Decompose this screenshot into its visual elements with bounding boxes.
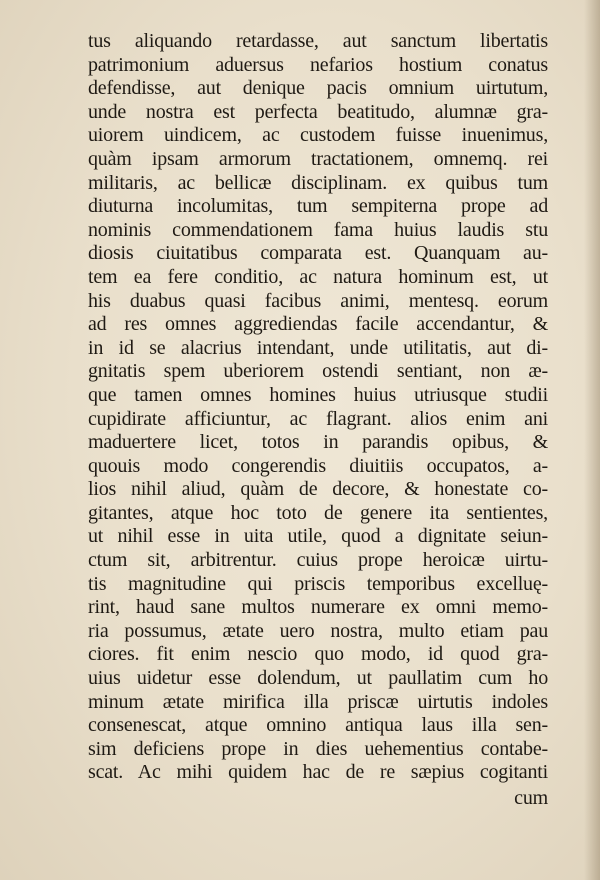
text-line: gnitatis spem uberiorem ostendi sentiant, non æ- bbox=[88, 360, 548, 383]
text-line: ciores. fit enim nescio quo modo, id quod gra- bbox=[88, 643, 548, 666]
text-line: unde nostra est perfecta beatitudo, alumnæ gra- bbox=[88, 100, 548, 123]
text-line: que tamen omnes homines huius utriusque studii bbox=[88, 383, 548, 406]
text-line: sim deficiens prope in dies uehementius contabe- bbox=[88, 737, 548, 760]
text-line: lios nihil aliud, quàm de decore, & honestate co- bbox=[88, 478, 548, 501]
text-line: diuturna incolumitas, tum sempiterna prope ad bbox=[88, 195, 548, 218]
text-line: uius uidetur esse dolendum, ut paullatim cum ho bbox=[88, 667, 548, 690]
text-line: gitantes, atque hoc toto de genere ita sentientes, bbox=[88, 501, 548, 524]
text-line: uiorem uindicem, ac custodem fuisse inuenimus, bbox=[88, 124, 548, 147]
text-line: his duabus quasi facibus animi, mentesq. eorum bbox=[88, 289, 548, 312]
text-line: ad res omnes aggrediendas facile accendantur, & bbox=[88, 313, 548, 336]
text-line: tem ea fere conditio, ac natura hominum est, ut bbox=[88, 265, 548, 288]
text-line: quouis modo congerendis diuitiis occupatos, a- bbox=[88, 454, 548, 477]
text-line: minum ætate mirifica illa priscæ uirtutis indoles bbox=[88, 690, 548, 713]
text-line: consenescat, atque omnino antiqua laus illa sen- bbox=[88, 714, 548, 737]
text-line: nominis commendationem fama huius laudis stu bbox=[88, 218, 548, 241]
page-gutter-shadow bbox=[584, 0, 600, 880]
body-text bbox=[88, 30, 548, 811]
text-line: tis magnitudine qui priscis temporibus excelluę- bbox=[88, 572, 548, 595]
text-line: ut nihil esse in uita utile, quod a dignitate seiun- bbox=[88, 525, 548, 548]
text-line: ctum sit, arbitrentur. cuius prope heroicæ uirtu- bbox=[88, 549, 548, 572]
text-line: cupidirate afficiuntur, ac flagrant. alios enim ani bbox=[88, 407, 548, 430]
text-line: ria possumus, ætate uero nostra, multo etiam pau bbox=[88, 619, 548, 642]
text-line: patrimonium aduersus nefarios hostium conatus bbox=[88, 53, 548, 76]
text-line: maduertere licet, totos in parandis opibus, & bbox=[88, 431, 548, 454]
text-line: rint, haud sane multos numerare ex omni memo- bbox=[88, 596, 548, 619]
catchword: cum bbox=[514, 787, 548, 809]
text-line: diosis ciuitatibus comparata est. Quanquam au- bbox=[88, 242, 548, 265]
text-line: scat. Ac mihi quidem hac de re sæpius cogitanti bbox=[88, 761, 548, 784]
text-line: in id se alacrius intendant, unde utilitatis, aut di- bbox=[88, 336, 548, 359]
text-line: quàm ipsam armorum tractationem, omnemq. rei bbox=[88, 147, 548, 170]
text-line: tus aliquando retardasse, aut sanctum libertatis bbox=[88, 30, 548, 52]
text-line: defendisse, aut denique pacis omnium uirtutum, bbox=[88, 77, 548, 100]
text-line: militaris, ac bellicæ disciplinam. ex quibus tum bbox=[88, 171, 548, 194]
